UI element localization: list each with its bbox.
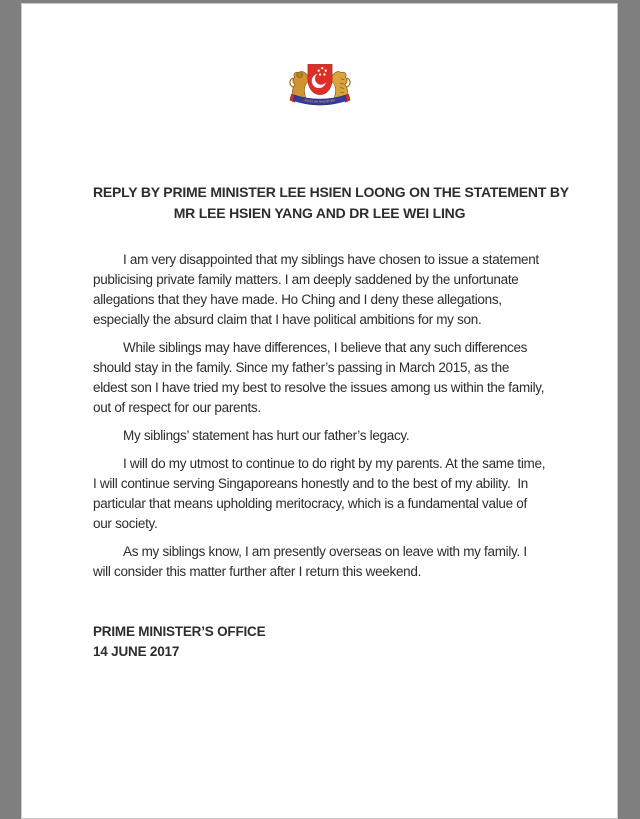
paragraph-1: I am very disappointed that my siblings have chosen to issue a statement publicising private family matters. I am deeply saddened by the unfortunate allegations that they have made. Ho Ching and I deny these allegations, especially the absurd claim that I have political ambitions for my son. — [93, 252, 543, 327]
document-title — [93, 182, 569, 224]
footer-date: 14 JUNE 2017 — [93, 644, 180, 659]
signature-block — [93, 622, 546, 662]
paragraph-3: My siblings’ statement has hurt our father’s legacy. — [123, 428, 410, 443]
singapore-coat-of-arms-icon — [287, 60, 353, 115]
footer-office: PRIME MINISTER’S OFFICE — [93, 624, 266, 639]
banner-motto-text: MAJULAH SINGAPURA — [303, 98, 336, 104]
document-page — [21, 3, 618, 819]
title-line-2: MR LEE HSIEN YANG AND DR LEE WEI LING — [173, 205, 466, 221]
paragraph-2: While siblings may have differences, I believe that any such differences should stay in the family. Since my father’s passing in March 2015, as the eldest son I have tried my best to resolve the issues among us within the family, out of respect for our parents. — [93, 340, 548, 415]
title-line-1: REPLY BY PRIME MINISTER LEE HSIEN LOONG ON THE STATEMENT BY — [93, 184, 569, 200]
paragraph-5: As my siblings know, I am presently overseas on leave with my family. I will consider this matter further after I return this weekend. — [93, 544, 531, 579]
document-content — [22, 60, 617, 662]
paragraph-4: I will do my utmost to continue to do right by my parents. At the same time, I will continue serving Singaporeans honestly and to the best of my ability. In particular that means upholding meritocracy, which is a fundamental value of our society. — [93, 456, 549, 531]
lion-mane — [296, 72, 302, 78]
